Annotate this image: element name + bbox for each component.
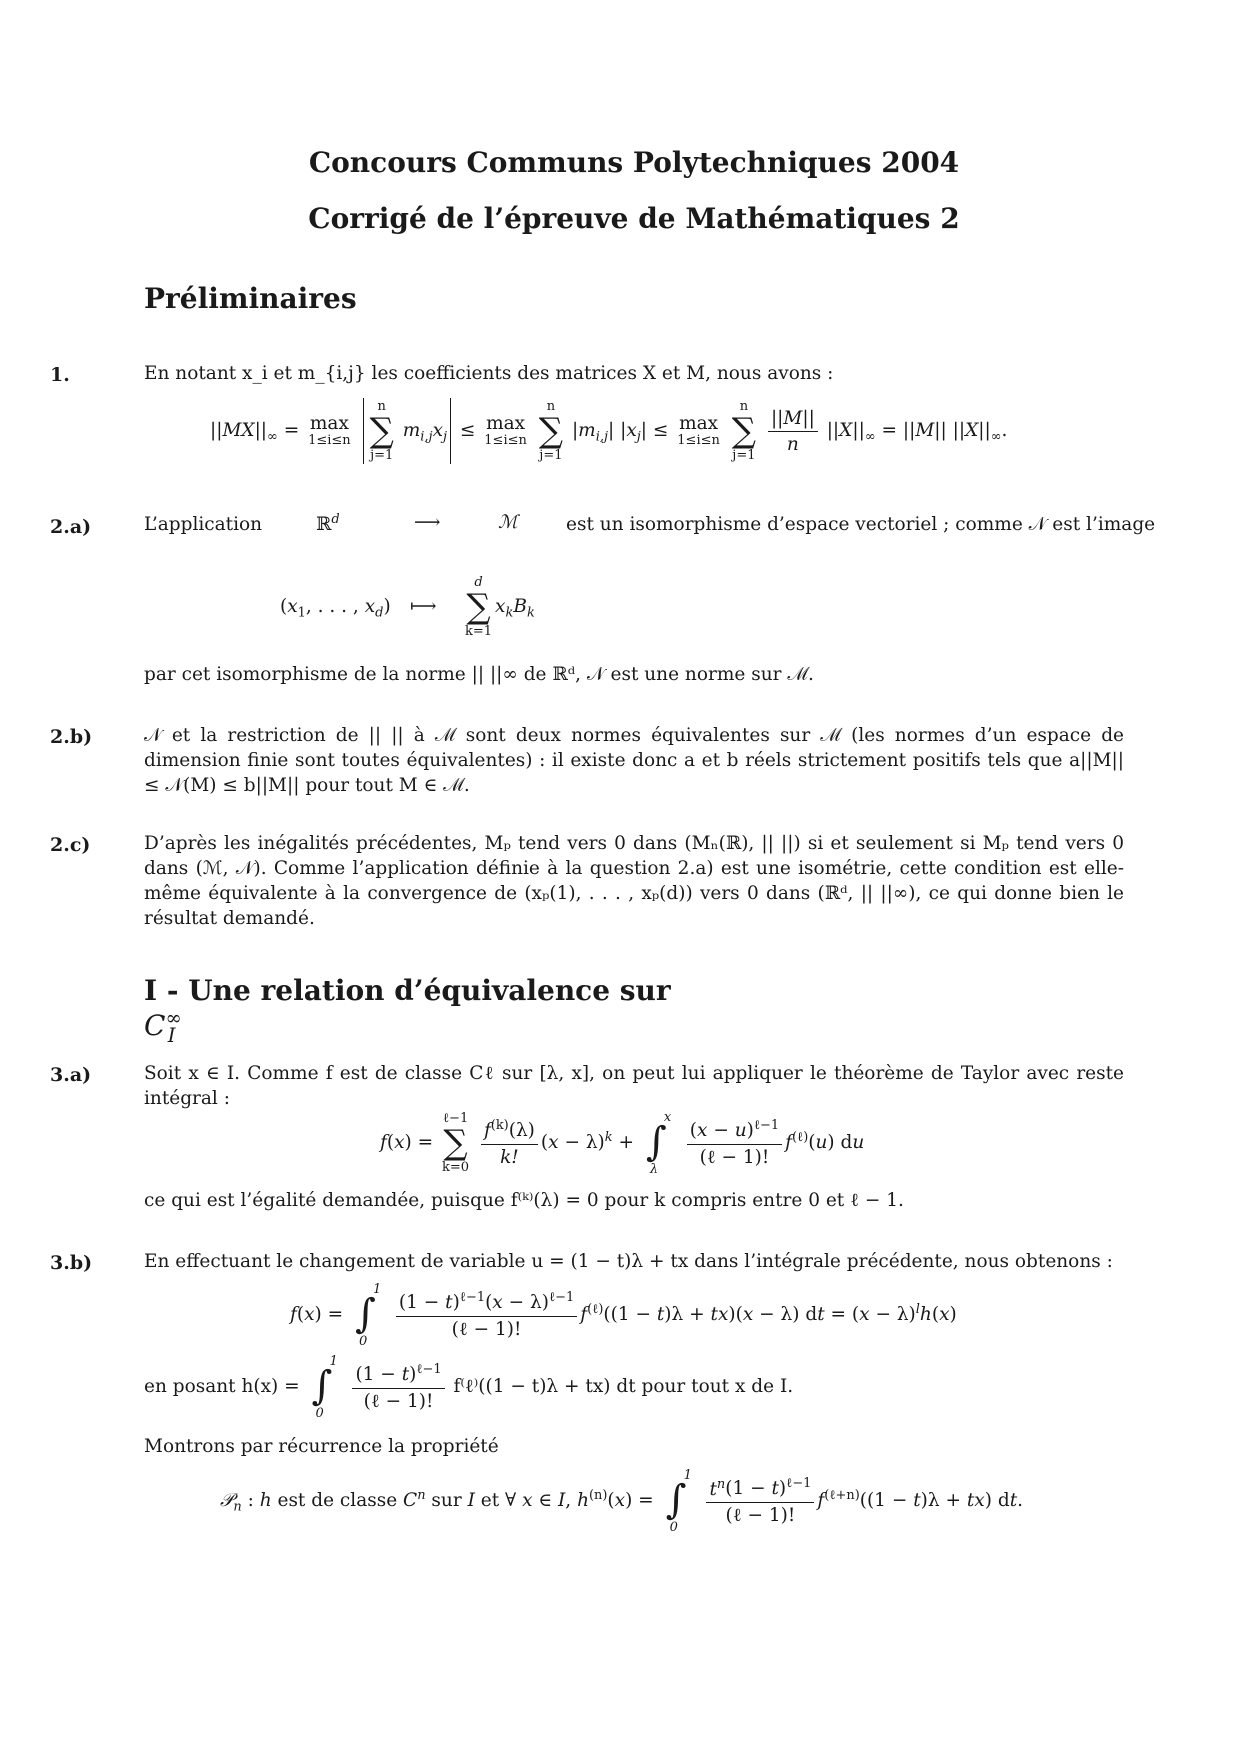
question-label: 2.b) xyxy=(50,726,93,748)
equation-property-Pn: 𝒫$_n$ : h est de classe $C^n$ sur I et ∀ x ∈ I, $h^{(n)}(x)$ = ∫ 1 0 $\frac{t^n(1 - t)^{\ell-1}}{\text{(ℓ − 1)!}}$ $f^{(\ell+n)}((1 - t)\lambda + tx)$ dt. xyxy=(220,1468,1024,1535)
question-2b-text: 𝒩 et la restriction de || || à ℳ sont deux normes équivalentes sur ℳ (les normes d’un espace de dimension finie sont toutes équivalentes) : il existe donc a et b réels strictement positifs tels que a||M|| ≤ 𝒩(M) ≤ b||M|| pour tout M ∈ ℳ. xyxy=(144,725,1124,796)
map-arrow: ⟶ xyxy=(414,512,441,533)
question-3b-recurrence: Montrons par récurrence la propriété xyxy=(144,1436,499,1457)
question-2c-text: D’après les inégalités précédentes, Mₚ tend vers 0 dans (Mₙ(ℝ), || ||) si et seulement si Mₚ tend vers 0 dans (ℳ, 𝒩). Comme l’application définie à la question 2.a) est une isométrie, cette condition est elle-même équivalente à la convergence de (xₚ(1), . . . , xₚ(d)) vers 0 dans (ℝᵈ, || ||∞), ce qui donne bien le résultat demandé. xyxy=(144,833,1124,929)
question-3a-after: ce qui est l’égalité demandée, puisque f⁽ᵏ⁾(λ) = 0 pour k compris entre 0 et ℓ − 1. xyxy=(144,1190,904,1211)
question-label: 3.b) xyxy=(50,1252,93,1274)
definition-h-suffix: f⁽ℓ⁾((1 − t)λ + tx) dt pour tout x de I. xyxy=(453,1376,794,1397)
question-3a-text: Soit x ∈ I. Comme f est de classe Cℓ sur [λ, x], on peut lui appliquer le théorème de Taylor avec reste intégral : xyxy=(144,1063,1124,1109)
equation-change-of-variable: f(x) = ∫ 1 0 $\frac{(1 - t)^{\ell-1}(x - \lambda)^{\ell-1}}{\text{(ℓ − 1)!}}$ $f^{(\ell)}((1 - t)\lambda + tx)(x - \lambda)$ dt = $(x - \lambda)^lh(x)$ xyxy=(290,1282,957,1349)
question-label: 3.a) xyxy=(50,1064,92,1086)
equation-norm-inequality: $||MX||_\infty = \max$ 1≤i≤n n ∑ j=1 $m_{i,j}x_j \le \max$ 1≤i≤n n ∑ j=1 $|m_{i,j}|$ $|x_j| \le \max$ 1≤i≤n n ∑ j=1 $\frac{||M||}{n}$ $||X||_\infty = ||M||$ $||X||_\infty$. xyxy=(210,399,1008,463)
question-3b-text: En effectuant le changement de variable u = (1 − t)λ + tx dans l’intégrale précédente, nous obtenons : xyxy=(144,1251,1113,1272)
question-label: 2.a) xyxy=(50,516,92,538)
document-title: Concours Communs Polytechniques 2004 xyxy=(308,146,960,179)
map-mapsto: ⟼ xyxy=(410,596,437,617)
question-1-intro: En notant x_i et m_{i,j} les coefficients des matrices X et M, nous avons : xyxy=(144,363,834,384)
equation-definition-h: en posant h(x) = ∫ 1 0 $\frac{(1 - t)^{\ell-1}}{\text{(ℓ − 1)!}}$ f⁽ℓ⁾((1 − t)λ + tx) dt pour tout x de I. xyxy=(144,1354,794,1421)
space-symbol: $C^\infty_I$ xyxy=(144,1007,182,1047)
question-2a-text: est un isomorphisme d’espace vectoriel ; comme 𝒩 est l’image xyxy=(566,514,1156,535)
section-heading-part1-text: I - Une relation d’équivalence sur xyxy=(144,974,671,1007)
map-domain: ℝ$^d$ xyxy=(316,512,340,536)
section-heading-part1 xyxy=(144,974,712,1047)
equation-taylor: f(x) = ℓ−1 ∑ k=0 $\frac{f^{(k)}(\lambda)}{k!}$ $(x - \lambda)^k$ + ∫ x λ $\frac{(x - u)^{\ell-1}}{\text{(ℓ − 1)!}}$ $f^{(\ell)}(u)$ du xyxy=(380,1110,865,1177)
question-label: 1. xyxy=(50,364,70,386)
definition-h-prefix: en posant h(x) = xyxy=(144,1376,300,1397)
map-codomain: ℳ xyxy=(498,512,518,533)
map-image-sum: d ∑ k=1 $x_kB_k$ xyxy=(465,575,535,639)
question-2a-continuation: par cet isomorphisme de la norme || ||∞ de ℝᵈ, 𝒩 est une norme sur ℳ. xyxy=(144,664,814,685)
section-heading-preliminaires: Préliminaires xyxy=(144,282,357,315)
question-2a-intro: L’application xyxy=(144,514,263,535)
map-element: ($x_1$, . . . , $x_d$) xyxy=(280,596,391,621)
document-subtitle: Corrigé de l’épreuve de Mathématiques 2 xyxy=(308,202,960,235)
question-label: 2.c) xyxy=(50,834,91,856)
